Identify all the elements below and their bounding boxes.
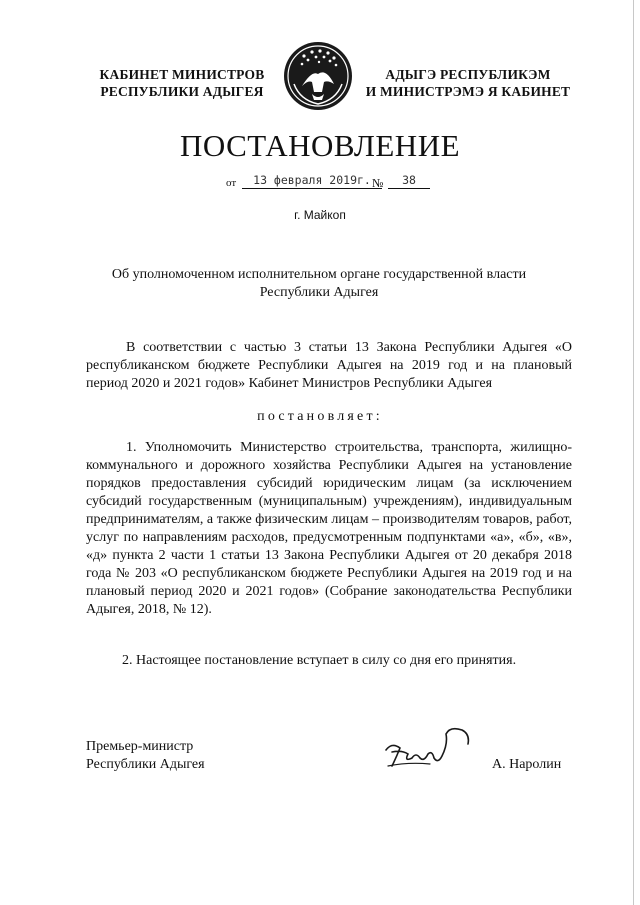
intro-paragraph: В соответствии с частью 3 статьи 13 Закона Республики Адыгея «О республиканском бюджете Республики Адыгея на 2019 год и на плановый период 2020 и 2021 годов» Кабинет Министров Республики Адыгея [86,340,572,391]
registration-number: 38 [388,172,430,189]
point-2: 2. Настоящее постановление вступает в силу со дня его принятия. [122,653,517,668]
registration-date: 13 февраля 2019г. [242,172,382,189]
signer-position-line-1: Премьер-министр [86,739,194,754]
signer-position [86,738,205,774]
date-prefix: от [226,177,237,189]
header-left-line-1: КАБИНЕТ МИНИСТРОВ [99,67,265,82]
signer-name: А. Наролин [492,757,562,772]
header-right-line-2: И МИНИСТРЭМЭ Я КАБИНЕТ [365,84,571,99]
number-label: № [372,176,384,190]
document-subject: Об уполномоченном исполнительном органе государственной власти Республики Адыгея [111,267,527,300]
point-1: 1. Уполномочить Министерство строительства, транспорта, жилищно-коммунального и дорожного хозяйства Республики Адыгея на установление порядков предоставления субсидий юридическим лицам (за исключением субсидий государственным (муниципальным) учреждениям), индивидуальным предпринимателям, а также физическим лицам – производителям товаров, работ, услуг по направлениям расходов, предусмотренным подпунктами «а», «б», «в», «д» пункта 2 части 1 статьи 13 Закона Республики Адыгея от 20 декабря 2018 года № 203 «О республиканском бюджете Республики Адыгея на 2019 год и на плановый период 2020 и 2021 годов» (Собрание законодательства Республики Адыгея, 2018, № 12). [86,440,572,617]
header-left [92,66,272,100]
coat-of-arms-icon [282,40,354,112]
header-right [362,66,574,100]
resolve-word: постановляет: [257,409,383,424]
header-right-line-1: АДЫГЭ РЕСПУБЛИКЭМ [385,67,551,82]
header-left-line-2: РЕСПУБЛИКИ АДЫГЕЯ [100,84,264,99]
registration-line [226,172,426,194]
handwritten-signature-icon [378,722,478,782]
document-title: ПОСТАНОВЛЕНИЕ [179,128,461,163]
city: г. Майкоп [294,208,346,222]
signer-position-line-2: Республики Адыгея [86,757,205,772]
